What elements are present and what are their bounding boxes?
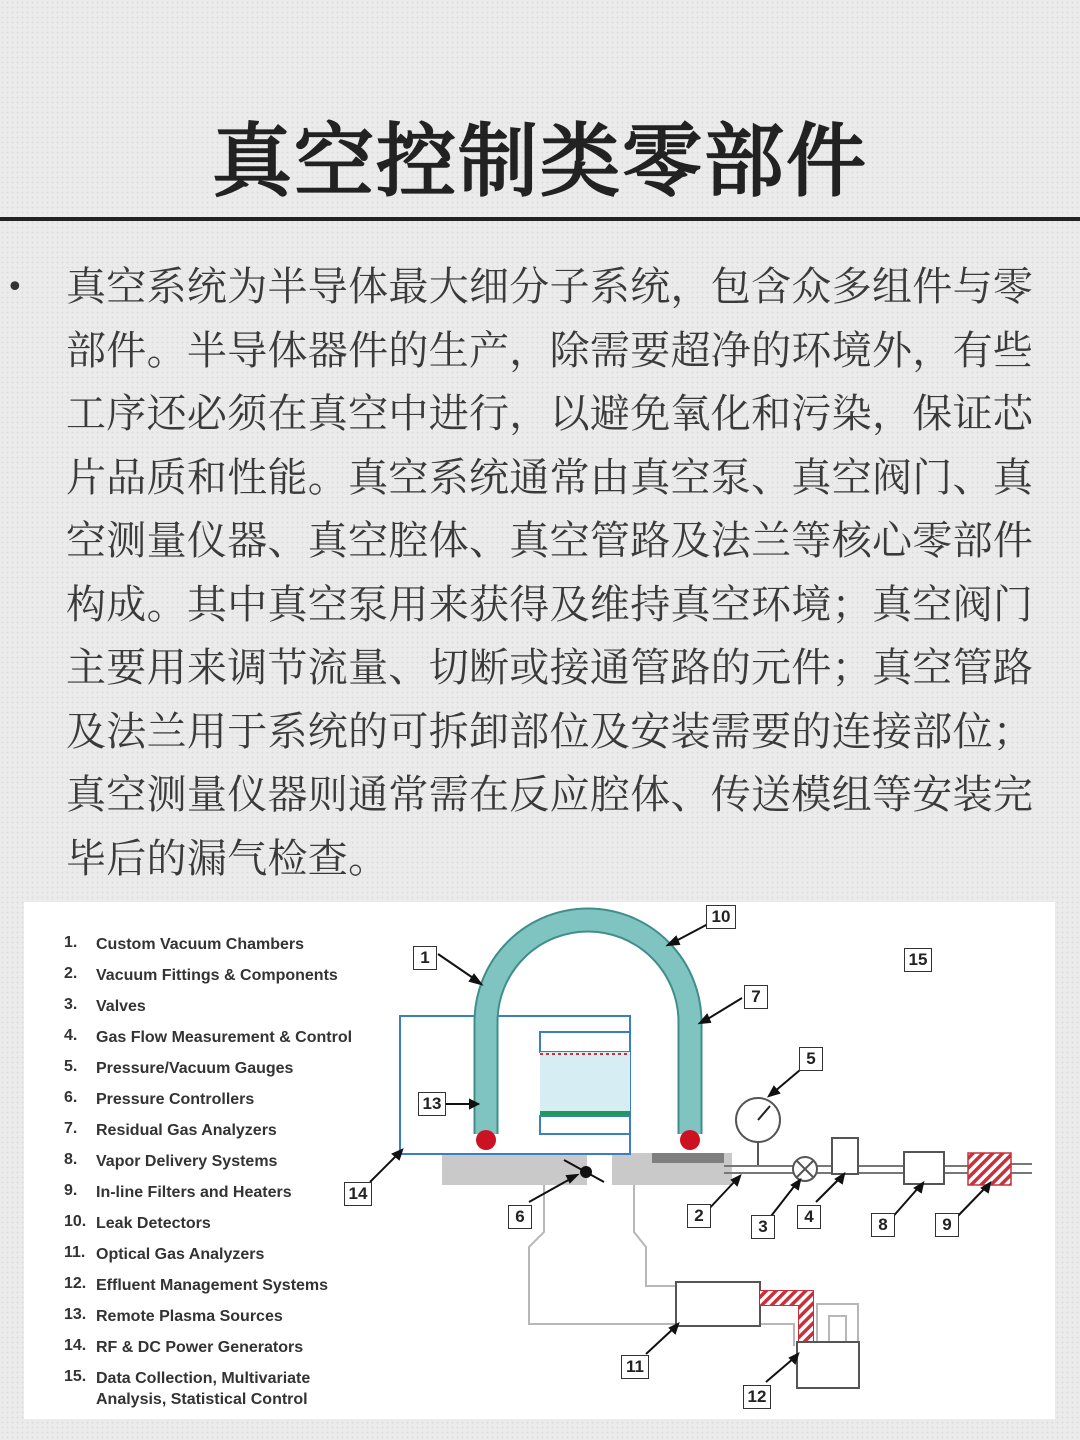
fitting-block <box>652 1153 724 1163</box>
diagram-tag-11: 11 <box>621 1355 649 1379</box>
seal-left <box>476 1130 496 1150</box>
vapor-delivery-box <box>904 1152 944 1184</box>
bullet-marker: • <box>6 270 24 305</box>
title-divider <box>0 217 1080 221</box>
mass-flow-controller <box>832 1138 858 1174</box>
vacuum-system-diagram: 1. Custom Vacuum Chambers 2. Vacuum Fittings & Components 3. Valves 4. Gas Flow Measurement & Control 5. Pressure/Vacuum Gauges 6. Pressure Controllers 7. Residual Gas Analyzers 8. Vapor Delivery Systems 9. In-line Filters and Heaters 10. Leak Detectors 11. Optical Gas Analyzers 12. Effluent Management Systems 13. Remote Plasma Sources 14. RF & DC Power Generators 15. Data Collection, Multivariate Analysis, Statistical Control 1 2 3 4 5 6 7 8 9 10 11 12 13 14 15 <box>24 902 1055 1419</box>
diagram-tag-10: 10 <box>706 905 736 929</box>
diagram-tag-1: 1 <box>413 946 437 970</box>
diagram-tag-4: 4 <box>797 1205 821 1229</box>
diagram-tag-3: 3 <box>751 1215 775 1239</box>
diagram-tag-9: 9 <box>935 1213 959 1237</box>
diagram-tag-8: 8 <box>871 1213 895 1237</box>
diagram-tag-14: 14 <box>344 1182 372 1206</box>
diagram-tag-15: 15 <box>904 948 932 972</box>
diagram-tag-7: 7 <box>744 985 768 1009</box>
seal-right <box>680 1130 700 1150</box>
optical-gas-analyzer-box <box>676 1282 760 1326</box>
diagram-tag-12: 12 <box>743 1385 771 1409</box>
diagram-tag-5: 5 <box>799 1047 823 1071</box>
diagram-tag-13: 13 <box>418 1092 446 1116</box>
page-title: 真空控制类零部件 <box>212 115 868 208</box>
chamber-base-left <box>442 1153 587 1185</box>
description-paragraph: 真空系统为半导体最大细分子系统，包含众多组件与零部件。半导体器件的生产，除需要超净的环境外，有些工序还必须在真空中进行，以避免氧化和污染，保证芯片品质和性能。真空系统通常由真空泵、真空阀门、真空测量仪器、真空腔体、真空管路及法兰等核心零部件构成。其中真空泵用来获得及维持真空环境；真空阀门主要用来调节流量、切断或接通管路的元件；真空管路及法兰用于系统的可拆卸部位及安装需要的连接部位；真空测量仪器则通常需在反应腔体、传送模组等安装完毕后的漏气检查。 <box>66 264 1034 882</box>
lower-electrode <box>540 1116 630 1134</box>
inline-filter-heater <box>968 1153 1011 1185</box>
plasma-region <box>540 1052 630 1114</box>
effluent-management-box <box>797 1342 859 1388</box>
diagram-tag-6: 6 <box>508 1205 532 1229</box>
upper-electrode <box>540 1032 630 1052</box>
throttle-valve <box>580 1166 592 1178</box>
diagram-tag-2: 2 <box>687 1204 711 1228</box>
